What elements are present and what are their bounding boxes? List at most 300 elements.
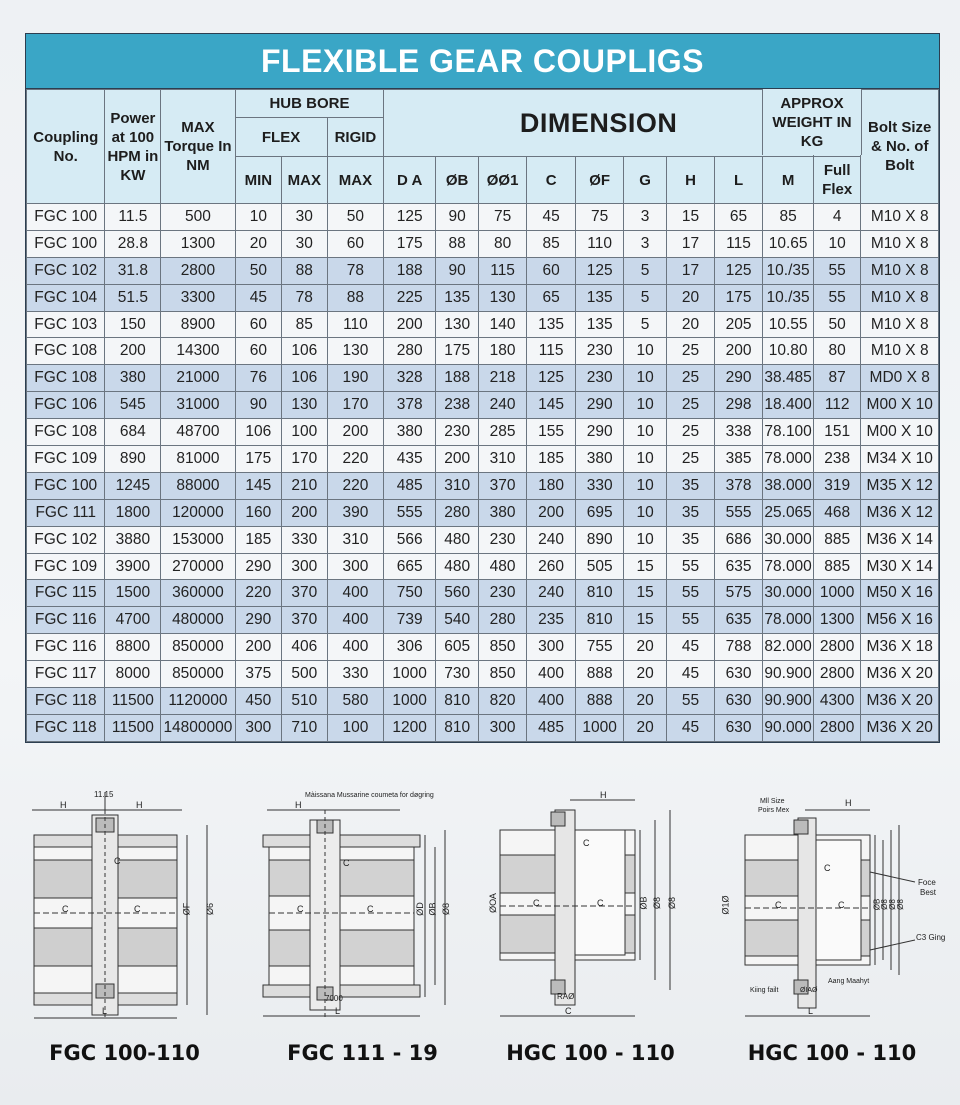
table-cell: 18.400 [763, 392, 814, 419]
table-row [27, 392, 939, 419]
table-cell: 45 [235, 284, 281, 311]
header-dim-l: L [714, 157, 763, 204]
table-cell: 788 [714, 634, 763, 661]
table-cell: 5 [623, 311, 666, 338]
table-cell: 31.8 [105, 257, 161, 284]
table-cell: 390 [327, 499, 384, 526]
table-cell: 480 [435, 526, 478, 553]
dim-c-top: C [824, 863, 831, 873]
header-dim-oo1: ØØ1 [479, 157, 527, 204]
table-cell: 87 [813, 365, 861, 392]
header-bolt: Bolt Size & No. of Bolt [861, 90, 939, 204]
table-cell: 630 [714, 661, 763, 688]
caption-drawing-3: HGC 100 - 110 [506, 1041, 675, 1065]
header-approx-weight: APPROX WEIGHT IN KG [762, 89, 862, 155]
table-cell: FGC 117 [27, 661, 105, 688]
dim-c-top: C [114, 856, 121, 866]
table-cell: 10./35 [763, 257, 814, 284]
table-cell: 200 [714, 338, 763, 365]
table-cell: 60 [526, 257, 576, 284]
table-cell: 130 [282, 392, 327, 419]
dim-c-right: C [134, 904, 141, 914]
table-cell: 370 [282, 580, 327, 607]
table-cell: 290 [576, 392, 624, 419]
table-cell: 300 [282, 553, 327, 580]
table-cell: FGC 115 [27, 580, 105, 607]
table-cell: 210 [282, 472, 327, 499]
drawing-fgc-111-19 [255, 780, 465, 1025]
table-cell: 106 [282, 338, 327, 365]
table-cell: 750 [384, 580, 436, 607]
table-cell: 378 [384, 392, 436, 419]
table-cell: 710 [282, 714, 327, 741]
table-row [27, 204, 939, 231]
table-cell: 480 [479, 553, 527, 580]
header-dimension: DIMENSION [384, 90, 814, 157]
dim-ob: ØB [427, 902, 438, 916]
table-cell: 150 [105, 311, 161, 338]
table-cell: 151 [813, 419, 861, 446]
table-cell: 135 [526, 311, 576, 338]
table-row [27, 688, 939, 715]
table-cell: 30.000 [763, 526, 814, 553]
table-cell: 78.000 [763, 446, 814, 473]
table-cell: 200 [235, 634, 281, 661]
table-cell: 85 [282, 311, 327, 338]
table-cell: 10 [623, 499, 666, 526]
dim-o4: Ø8 [895, 899, 905, 910]
table-cell: 1120000 [161, 688, 235, 715]
header-max: MAX [282, 157, 327, 204]
table-cell: 200 [282, 499, 327, 526]
dim-c-left: C [297, 904, 304, 914]
table-cell: 400 [327, 607, 384, 634]
table-cell: 80 [813, 338, 861, 365]
drawing-note: Màissana Mussarine coumeta for døgring [305, 792, 434, 799]
table-row [27, 634, 939, 661]
table-cell: 55 [813, 257, 861, 284]
table-cell: 45 [667, 714, 715, 741]
table-cell: M36 X 18 [861, 634, 939, 661]
table-cell: 30 [282, 204, 327, 231]
table-cell: 50 [327, 204, 384, 231]
table-cell: 298 [714, 392, 763, 419]
table-cell: 35 [667, 472, 715, 499]
table-cell: 485 [526, 714, 576, 741]
table-cell: 450 [235, 688, 281, 715]
table-cell: 130 [327, 338, 384, 365]
table-cell: 370 [282, 607, 327, 634]
table-cell: 45 [526, 204, 576, 231]
table-cell: 78 [327, 257, 384, 284]
table-cell: 90 [435, 204, 478, 231]
table-cell: 2800 [161, 257, 235, 284]
table-cell: 78.100 [763, 419, 814, 446]
table-cell: 205 [714, 311, 763, 338]
dim-bottom-left: Kiing failt [750, 987, 779, 994]
table-cell: 20 [623, 688, 666, 715]
table-cell: 480 [435, 553, 478, 580]
dim-og: Ø6 [205, 902, 216, 916]
table-cell: 140 [479, 311, 527, 338]
table-cell: M36 X 20 [861, 661, 939, 688]
table-cell: 739 [384, 607, 436, 634]
table-cell: 90 [435, 257, 478, 284]
table-cell: FGC 118 [27, 714, 105, 741]
table-cell: 1000 [384, 661, 436, 688]
dim-o1: ØB [872, 898, 882, 911]
table-cell: 755 [576, 634, 624, 661]
table-cell: FGC 108 [27, 338, 105, 365]
dim-of: ØF [181, 902, 192, 916]
table-cell: 25 [667, 338, 715, 365]
dim-l: L [335, 1006, 341, 1016]
table-cell: 300 [479, 714, 527, 741]
table-cell: 20 [667, 311, 715, 338]
table-cell: 65 [526, 284, 576, 311]
drawing-fgc-100-110 [22, 780, 232, 1025]
table-row [27, 553, 939, 580]
table-cell: 555 [384, 499, 436, 526]
table-cell: 75 [576, 204, 624, 231]
table-cell: 175 [235, 446, 281, 473]
table-cell: FGC 102 [27, 257, 105, 284]
table-cell: 1300 [161, 230, 235, 257]
table-cell: FGC 100 [27, 230, 105, 257]
table-cell: 1200 [384, 714, 436, 741]
dim-c-top: C [343, 858, 350, 868]
table-cell: 605 [435, 634, 478, 661]
table-cell: 468 [813, 499, 861, 526]
dim-o8: Ø8 [441, 902, 452, 916]
table-cell: 115 [479, 257, 527, 284]
table-cell: 25 [667, 446, 715, 473]
table-cell: 88000 [161, 472, 235, 499]
table-cell: 60 [235, 338, 281, 365]
table-cell: 15 [623, 607, 666, 634]
table-cell: 580 [327, 688, 384, 715]
header-power: Power at 100 HPM in KW [105, 90, 161, 204]
table-cell: 400 [327, 634, 384, 661]
table-row [27, 284, 939, 311]
table-cell: 38.000 [763, 472, 814, 499]
table-cell: 220 [327, 446, 384, 473]
table-cell: 510 [282, 688, 327, 715]
table-cell: 20 [235, 230, 281, 257]
table-cell: 330 [576, 472, 624, 499]
table-title: FLEXIBLE GEAR COUPLIGS [26, 34, 939, 89]
table-row [27, 714, 939, 741]
table-cell: 14300 [161, 338, 235, 365]
table-row [27, 311, 939, 338]
table-cell: 200 [327, 419, 384, 446]
table-cell: 82.000 [763, 634, 814, 661]
table-cell: 328 [384, 365, 436, 392]
table-cell: 30.000 [763, 580, 814, 607]
table-cell: 330 [327, 661, 384, 688]
header-rigid: RIGID [327, 118, 384, 157]
dim-og: Ø8 [667, 896, 678, 910]
dim-od: Ø1Ø [720, 895, 731, 915]
dim-o8: Ø8 [652, 896, 663, 910]
header-max-torque: MAX Torque In NM [161, 90, 235, 204]
table-cell: 55 [667, 553, 715, 580]
table-row [27, 365, 939, 392]
table-cell: 25.065 [763, 499, 814, 526]
table-cell: 338 [714, 419, 763, 446]
table-cell: 888 [576, 661, 624, 688]
table-cell: 319 [813, 472, 861, 499]
table-cell: 15 [623, 553, 666, 580]
header-dim-m: M [763, 157, 814, 204]
table-cell: M36 X 12 [861, 499, 939, 526]
dim-c-right: C [367, 904, 374, 914]
table-cell: FGC 108 [27, 365, 105, 392]
table-cell: 1245 [105, 472, 161, 499]
dim-c-left: C [775, 900, 782, 910]
table-row [27, 607, 939, 634]
table-cell: 100 [327, 714, 384, 741]
header-dim-c: C [526, 157, 576, 204]
table-cell: 78 [282, 284, 327, 311]
table-cell: 20 [667, 284, 715, 311]
table-cell: M10 X 8 [861, 257, 939, 284]
caption-drawing-2: FGC 111 - 19 [287, 1041, 438, 1065]
table-cell: FGC 109 [27, 553, 105, 580]
table-cell: 810 [435, 714, 478, 741]
callout-best: Best [920, 888, 937, 897]
dim-h: H [845, 798, 852, 808]
drawing-hgc-100-110-b [720, 780, 950, 1025]
table-cell: 380 [384, 419, 436, 446]
table-cell: 65 [714, 204, 763, 231]
caption-drawing-4: HGC 100 - 110 [747, 1041, 917, 1065]
table-cell: 218 [479, 365, 527, 392]
table-cell: 810 [576, 580, 624, 607]
table-cell: 230 [435, 419, 478, 446]
table-cell: 112 [813, 392, 861, 419]
table-cell: 28.8 [105, 230, 161, 257]
table-cell: 225 [384, 284, 436, 311]
table-cell: 485 [384, 472, 436, 499]
callout-ging: C3 Ging [916, 933, 946, 942]
table-cell: 15 [623, 580, 666, 607]
table-cell: 665 [384, 553, 436, 580]
table-cell: M35 X 12 [861, 472, 939, 499]
table-cell: 280 [479, 607, 527, 634]
table-cell: 55 [667, 688, 715, 715]
dim-h: H [295, 800, 302, 810]
table-cell: 230 [479, 580, 527, 607]
dim-h: H [600, 790, 607, 800]
table-cell: 130 [479, 284, 527, 311]
table-cell: FGC 111 [27, 499, 105, 526]
table-cell: 850000 [161, 634, 235, 661]
table-cell: 170 [327, 392, 384, 419]
table-cell: 285 [479, 419, 527, 446]
table-cell: 25 [667, 419, 715, 446]
table-cell: 88 [435, 230, 478, 257]
table-cell: 88 [282, 257, 327, 284]
table-row [27, 257, 939, 284]
table-cell: 890 [105, 446, 161, 473]
table-cell: 380 [576, 446, 624, 473]
table-cell: 306 [384, 634, 436, 661]
table-cell: 4300 [813, 688, 861, 715]
table-cell: 14800000 [161, 714, 235, 741]
table-row [27, 661, 939, 688]
table-cell: 375 [235, 661, 281, 688]
table-cell: 20 [623, 634, 666, 661]
table-cell: 560 [435, 580, 478, 607]
table-cell: 3300 [161, 284, 235, 311]
table-cell: 240 [526, 526, 576, 553]
dim-l: C [565, 1006, 572, 1016]
table-cell: M36 X 14 [861, 526, 939, 553]
table-cell: 25 [667, 365, 715, 392]
drawing-note-size: Mll Size [760, 798, 785, 805]
table-cell: 3880 [105, 526, 161, 553]
table-row [27, 446, 939, 473]
table-cell: FGC 116 [27, 607, 105, 634]
table-cell: 8900 [161, 311, 235, 338]
coupling-section-drawing [485, 780, 695, 1025]
dim-h-right: H [136, 800, 143, 810]
table-cell: 730 [435, 661, 478, 688]
table-cell: 230 [576, 365, 624, 392]
table-cell: 240 [526, 580, 576, 607]
table-cell: 370 [479, 472, 527, 499]
table-cell: 260 [526, 553, 576, 580]
table-cell: M10 X 8 [861, 230, 939, 257]
table-cell: 1800 [105, 499, 161, 526]
table-cell: 400 [526, 688, 576, 715]
table-cell: 850 [479, 661, 527, 688]
table-cell: 115 [714, 230, 763, 257]
dim-bottom: 7000 [325, 994, 343, 1003]
table-cell: 175 [384, 230, 436, 257]
table-cell: M50 X 16 [861, 580, 939, 607]
drawing-hgc-100-110-a [485, 780, 695, 1025]
table-cell: 5 [623, 257, 666, 284]
table-cell: 505 [576, 553, 624, 580]
table-cell: 35 [667, 526, 715, 553]
header-dim-da: D A [384, 157, 436, 204]
table-cell: 235 [526, 607, 576, 634]
coupling-spec-table [26, 89, 939, 742]
table-cell: M56 X 16 [861, 607, 939, 634]
table-cell: 380 [105, 365, 161, 392]
table-cell: 55 [667, 607, 715, 634]
table-cell: 145 [526, 392, 576, 419]
dim-ob: ØB [638, 896, 649, 910]
table-cell: 90.000 [763, 714, 814, 741]
table-cell: 290 [576, 419, 624, 446]
table-cell: 635 [714, 607, 763, 634]
table-cell: 21000 [161, 365, 235, 392]
table-cell: 10 [813, 230, 861, 257]
table-cell: M10 X 8 [861, 284, 939, 311]
table-cell: 90.900 [763, 688, 814, 715]
table-cell: 1500 [105, 580, 161, 607]
table-cell: 153000 [161, 526, 235, 553]
table-cell: 135 [435, 284, 478, 311]
table-cell: 406 [282, 634, 327, 661]
table-cell: M36 X 20 [861, 688, 939, 715]
table-cell: 17 [667, 257, 715, 284]
table-cell: 100 [282, 419, 327, 446]
table-cell: 885 [813, 526, 861, 553]
table-cell: 630 [714, 688, 763, 715]
table-cell: 10 [623, 365, 666, 392]
dim-bottom-right: Aang Maahyt [828, 978, 870, 985]
header-full-flex: Full Flex [813, 157, 861, 204]
table-cell: FGC 108 [27, 419, 105, 446]
table-cell: 240 [479, 392, 527, 419]
table-cell: 290 [235, 607, 281, 634]
table-cell: 90.900 [763, 661, 814, 688]
table-cell: 330 [282, 526, 327, 553]
table-cell: 10.80 [763, 338, 814, 365]
table-cell: M34 X 10 [861, 446, 939, 473]
table-cell: FGC 106 [27, 392, 105, 419]
table-cell: 555 [714, 499, 763, 526]
table-cell: 310 [327, 526, 384, 553]
header-dim-of: ØF [576, 157, 624, 204]
table-cell: 125 [576, 257, 624, 284]
table-cell: M10 X 8 [861, 311, 939, 338]
table-cell: 2800 [813, 661, 861, 688]
table-cell: 35 [667, 499, 715, 526]
dim-c-left: C [533, 898, 540, 908]
table-cell: 10 [623, 338, 666, 365]
table-cell: 125 [526, 365, 576, 392]
header-coupling-no: Coupling No. [27, 90, 105, 204]
table-cell: 3900 [105, 553, 161, 580]
table-row [27, 338, 939, 365]
table-cell: 280 [435, 499, 478, 526]
table-cell: 200 [526, 499, 576, 526]
table-cell: 175 [714, 284, 763, 311]
header-flex: FLEX [235, 118, 327, 157]
table-cell: M36 X 20 [861, 714, 939, 741]
table-cell: 290 [235, 553, 281, 580]
table-cell: 115 [526, 338, 576, 365]
table-cell: 290 [714, 365, 763, 392]
table-cell: 540 [435, 607, 478, 634]
table-cell: 888 [576, 688, 624, 715]
caption-drawing-1: FGC 100-110 [49, 1041, 200, 1065]
table-cell: 400 [327, 580, 384, 607]
table-cell: 50 [813, 311, 861, 338]
dim-l: L [102, 1006, 108, 1016]
table-cell: 850000 [161, 661, 235, 688]
table-cell: 360000 [161, 580, 235, 607]
dim-c-top: C [583, 838, 590, 848]
table-cell: 238 [435, 392, 478, 419]
table-cell: 885 [813, 553, 861, 580]
table-cell: 11.5 [105, 204, 161, 231]
table-cell: 11500 [105, 688, 161, 715]
table-cell: FGC 104 [27, 284, 105, 311]
table-cell: 8800 [105, 634, 161, 661]
dim-bottom: RAØ [557, 992, 575, 1001]
table-cell: 188 [435, 365, 478, 392]
table-cell: 20 [623, 661, 666, 688]
table-cell: 4 [813, 204, 861, 231]
table-cell: 175 [435, 338, 478, 365]
table-cell: M00 X 10 [861, 392, 939, 419]
